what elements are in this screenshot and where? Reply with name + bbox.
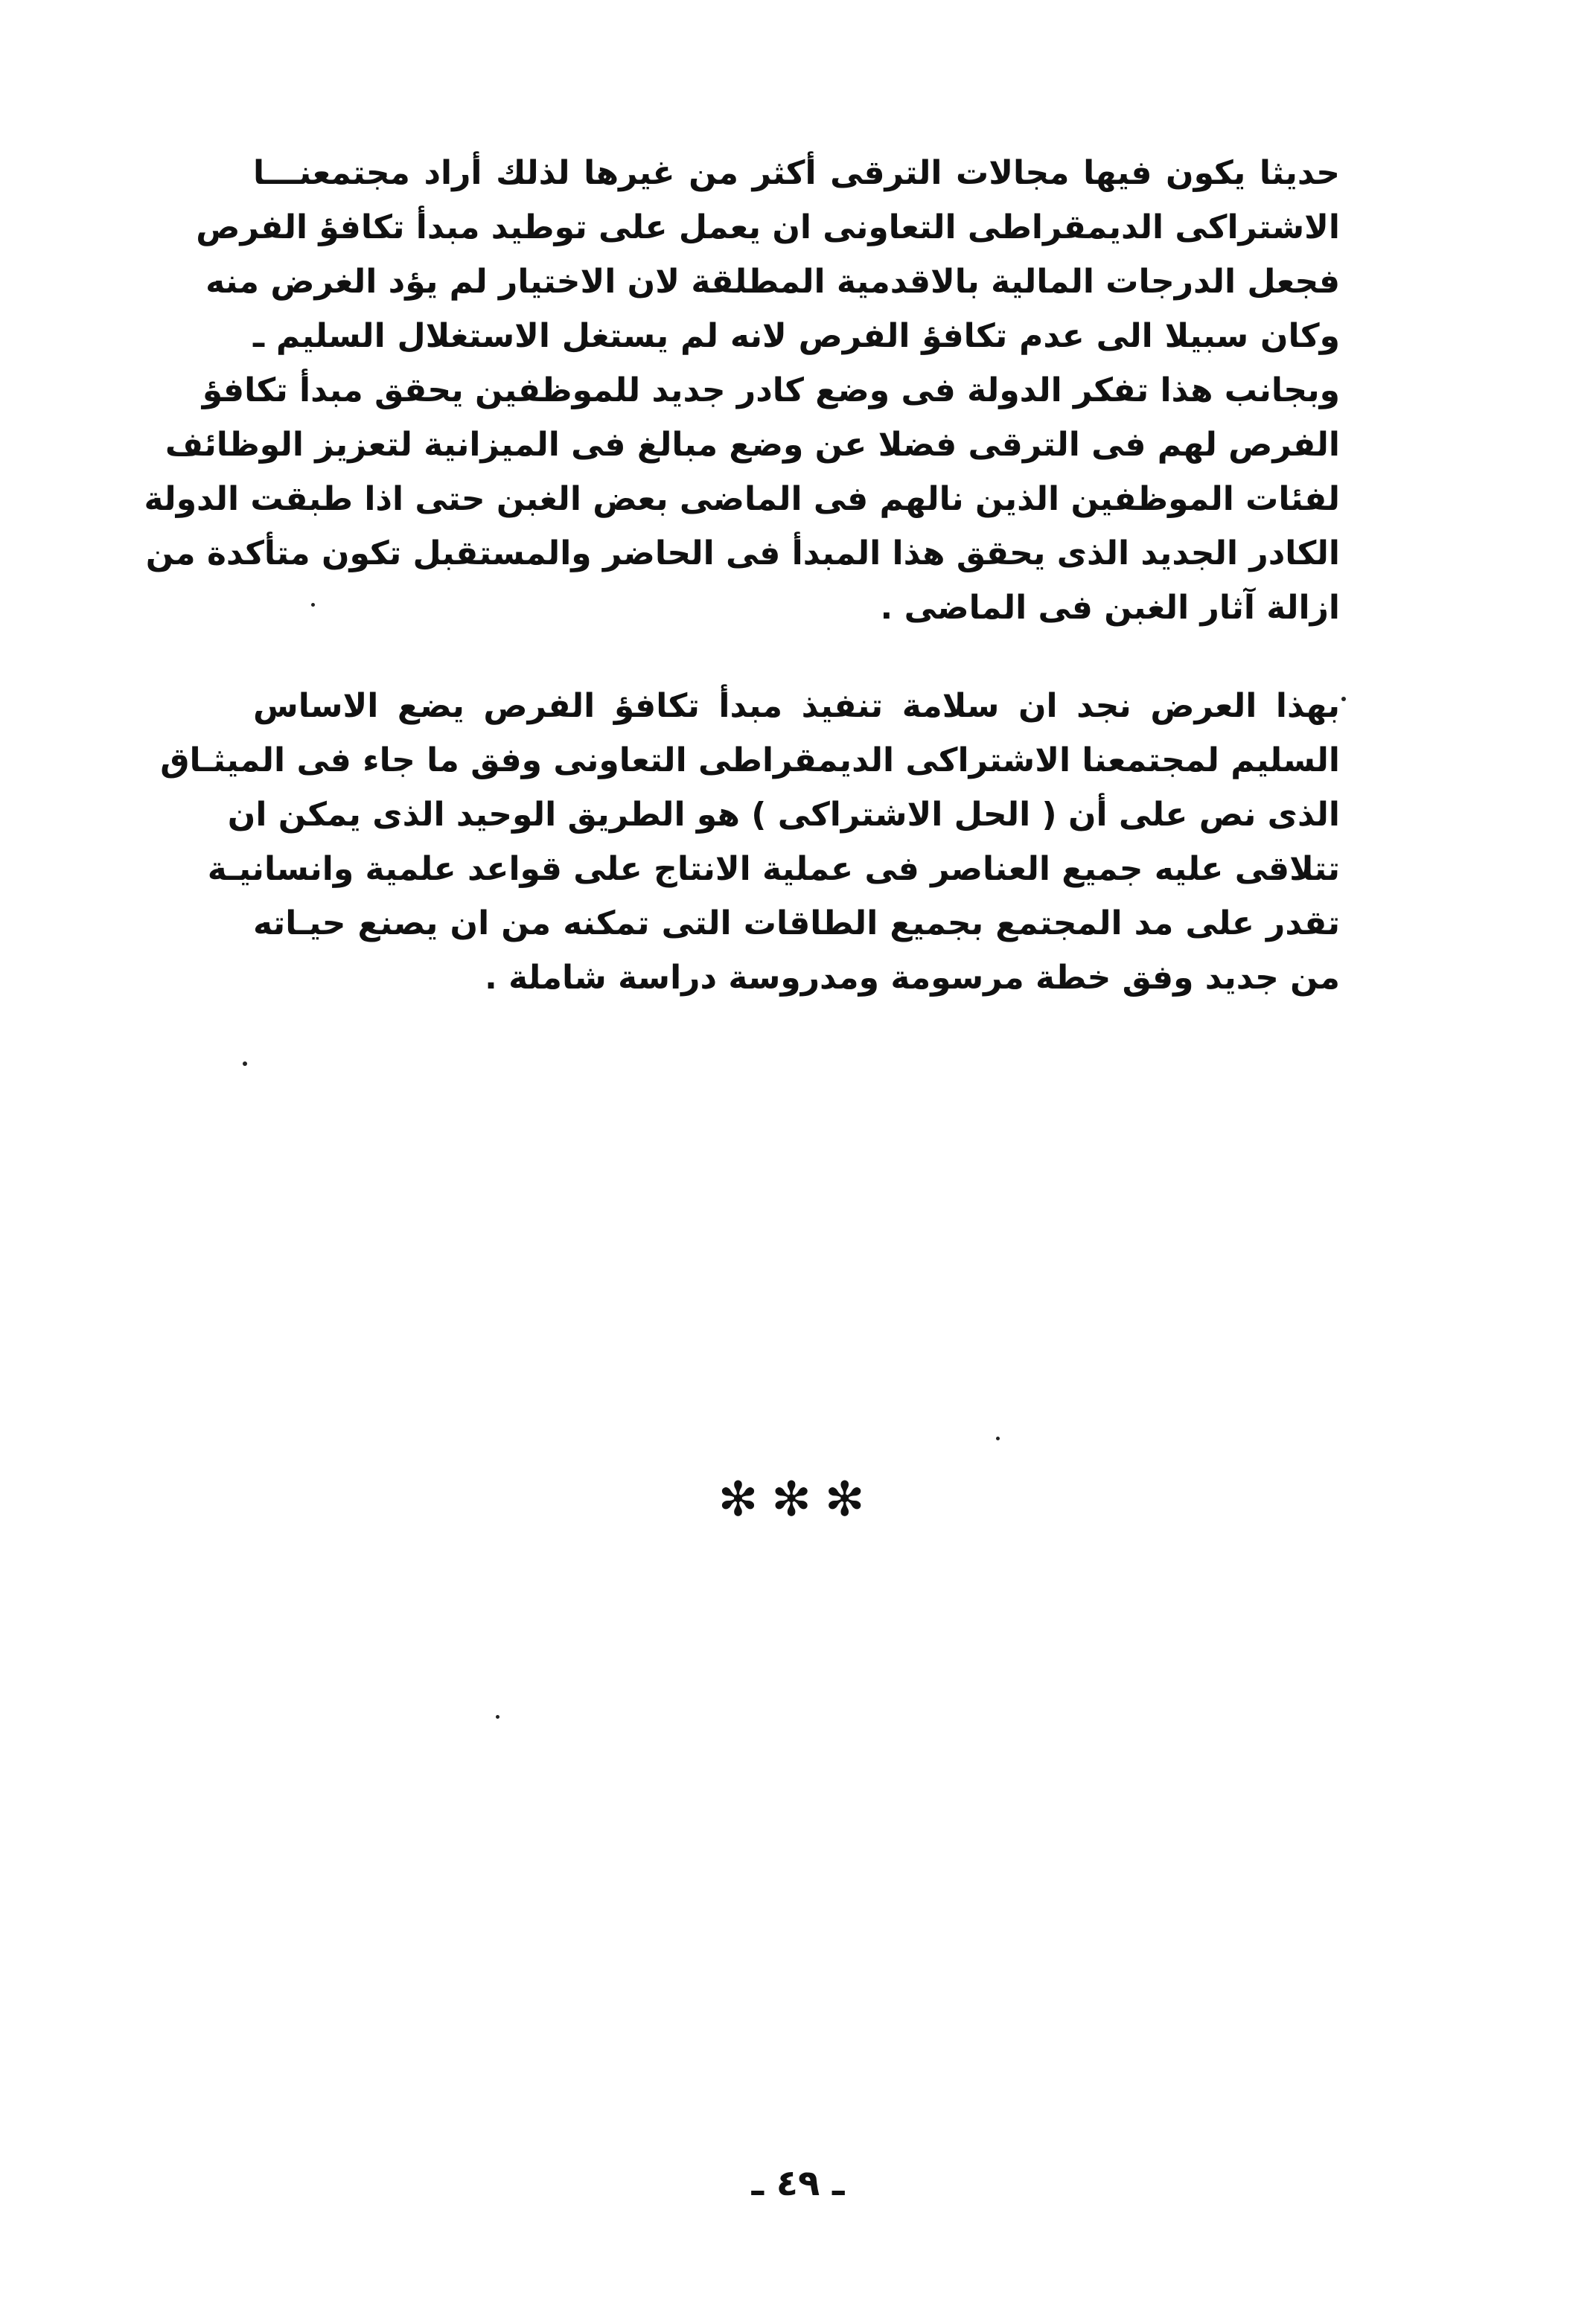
- scan-speck: [496, 1715, 499, 1719]
- scan-speck: [996, 1437, 1000, 1440]
- paragraph-line: من جديد وفق خطة مرسومة ومدروسة دراسة شاملة .: [485, 959, 1340, 997]
- paragraph-1: [144, 146, 1340, 635]
- paragraph-line: تقدر على مد المجتمع بجميع الطاقات التى تمكنه من ان يصنع حيـاته: [253, 904, 1340, 942]
- paragraph-line: وبجانب هذا تفكر الدولة فى وضع كادر جديد للموظفين يحقق مبدأ تكافؤ: [202, 371, 1340, 409]
- paragraph-2: [160, 679, 1340, 1005]
- paragraph-line: تتلاقى عليه جميع العناصر فى عملية الانتاج على قواعد علمية وانسانيـة: [207, 850, 1340, 888]
- section-separator-asterisks: ✻✻✻: [718, 1472, 878, 1527]
- paragraph-line: بهذا العرض نجد ان سلامة تنفيذ مبدأ تكافؤ الفرص يضع الاساس: [253, 687, 1340, 725]
- paragraph-line: السليم لمجتمعنا الاشتراكى الديمقراطى التعاونى وفق ما جاء فى الميثـاق: [160, 741, 1340, 779]
- scan-speck: [1341, 697, 1346, 701]
- paragraph-line: وكان سبيلا الى عدم تكافؤ الفرص لانه لم يستغل الاستغلال السليم ـ: [253, 317, 1340, 355]
- page-number: ـ ٤٩ ـ: [751, 2162, 845, 2204]
- paragraph-line: الاشتراكى الديمقراطى التعاونى ان يعمل على توطيد مبدأ تكافؤ الفرص: [196, 208, 1340, 246]
- paragraph-line: حديثا يكون فيها مجالات الترقى أكثر من غيرها لذلك أراد مجتمعنـــا: [253, 154, 1340, 192]
- paragraph-line: فجعل الدرجات المالية بالاقدمية المطلقة لان الاختيار لم يؤد الغرض منه: [205, 263, 1340, 301]
- paragraph-line: لفئات الموظفين الذين نالهم فى الماضى بعض الغبن حتى اذا طبقت الدولة: [144, 480, 1340, 518]
- scan-speck: [311, 603, 315, 607]
- paragraph-line: ازالة آثار الغبن فى الماضى .: [880, 589, 1340, 627]
- scan-speck: [243, 1061, 247, 1066]
- paragraph-line: الكادر الجديد الذى يحقق هذا المبدأ فى الحاضر والمستقبل تكون متأكدة من: [145, 534, 1340, 572]
- paragraph-line: الفرص لهم فى الترقى فضلا عن وضع مبالغ فى الميزانية لتعزيز الوظائف: [165, 426, 1340, 464]
- paragraph-line: الذى نص على أن ( الحل الاشتراكى ) هو الطريق الوحيد الذى يمكن ان: [227, 796, 1340, 834]
